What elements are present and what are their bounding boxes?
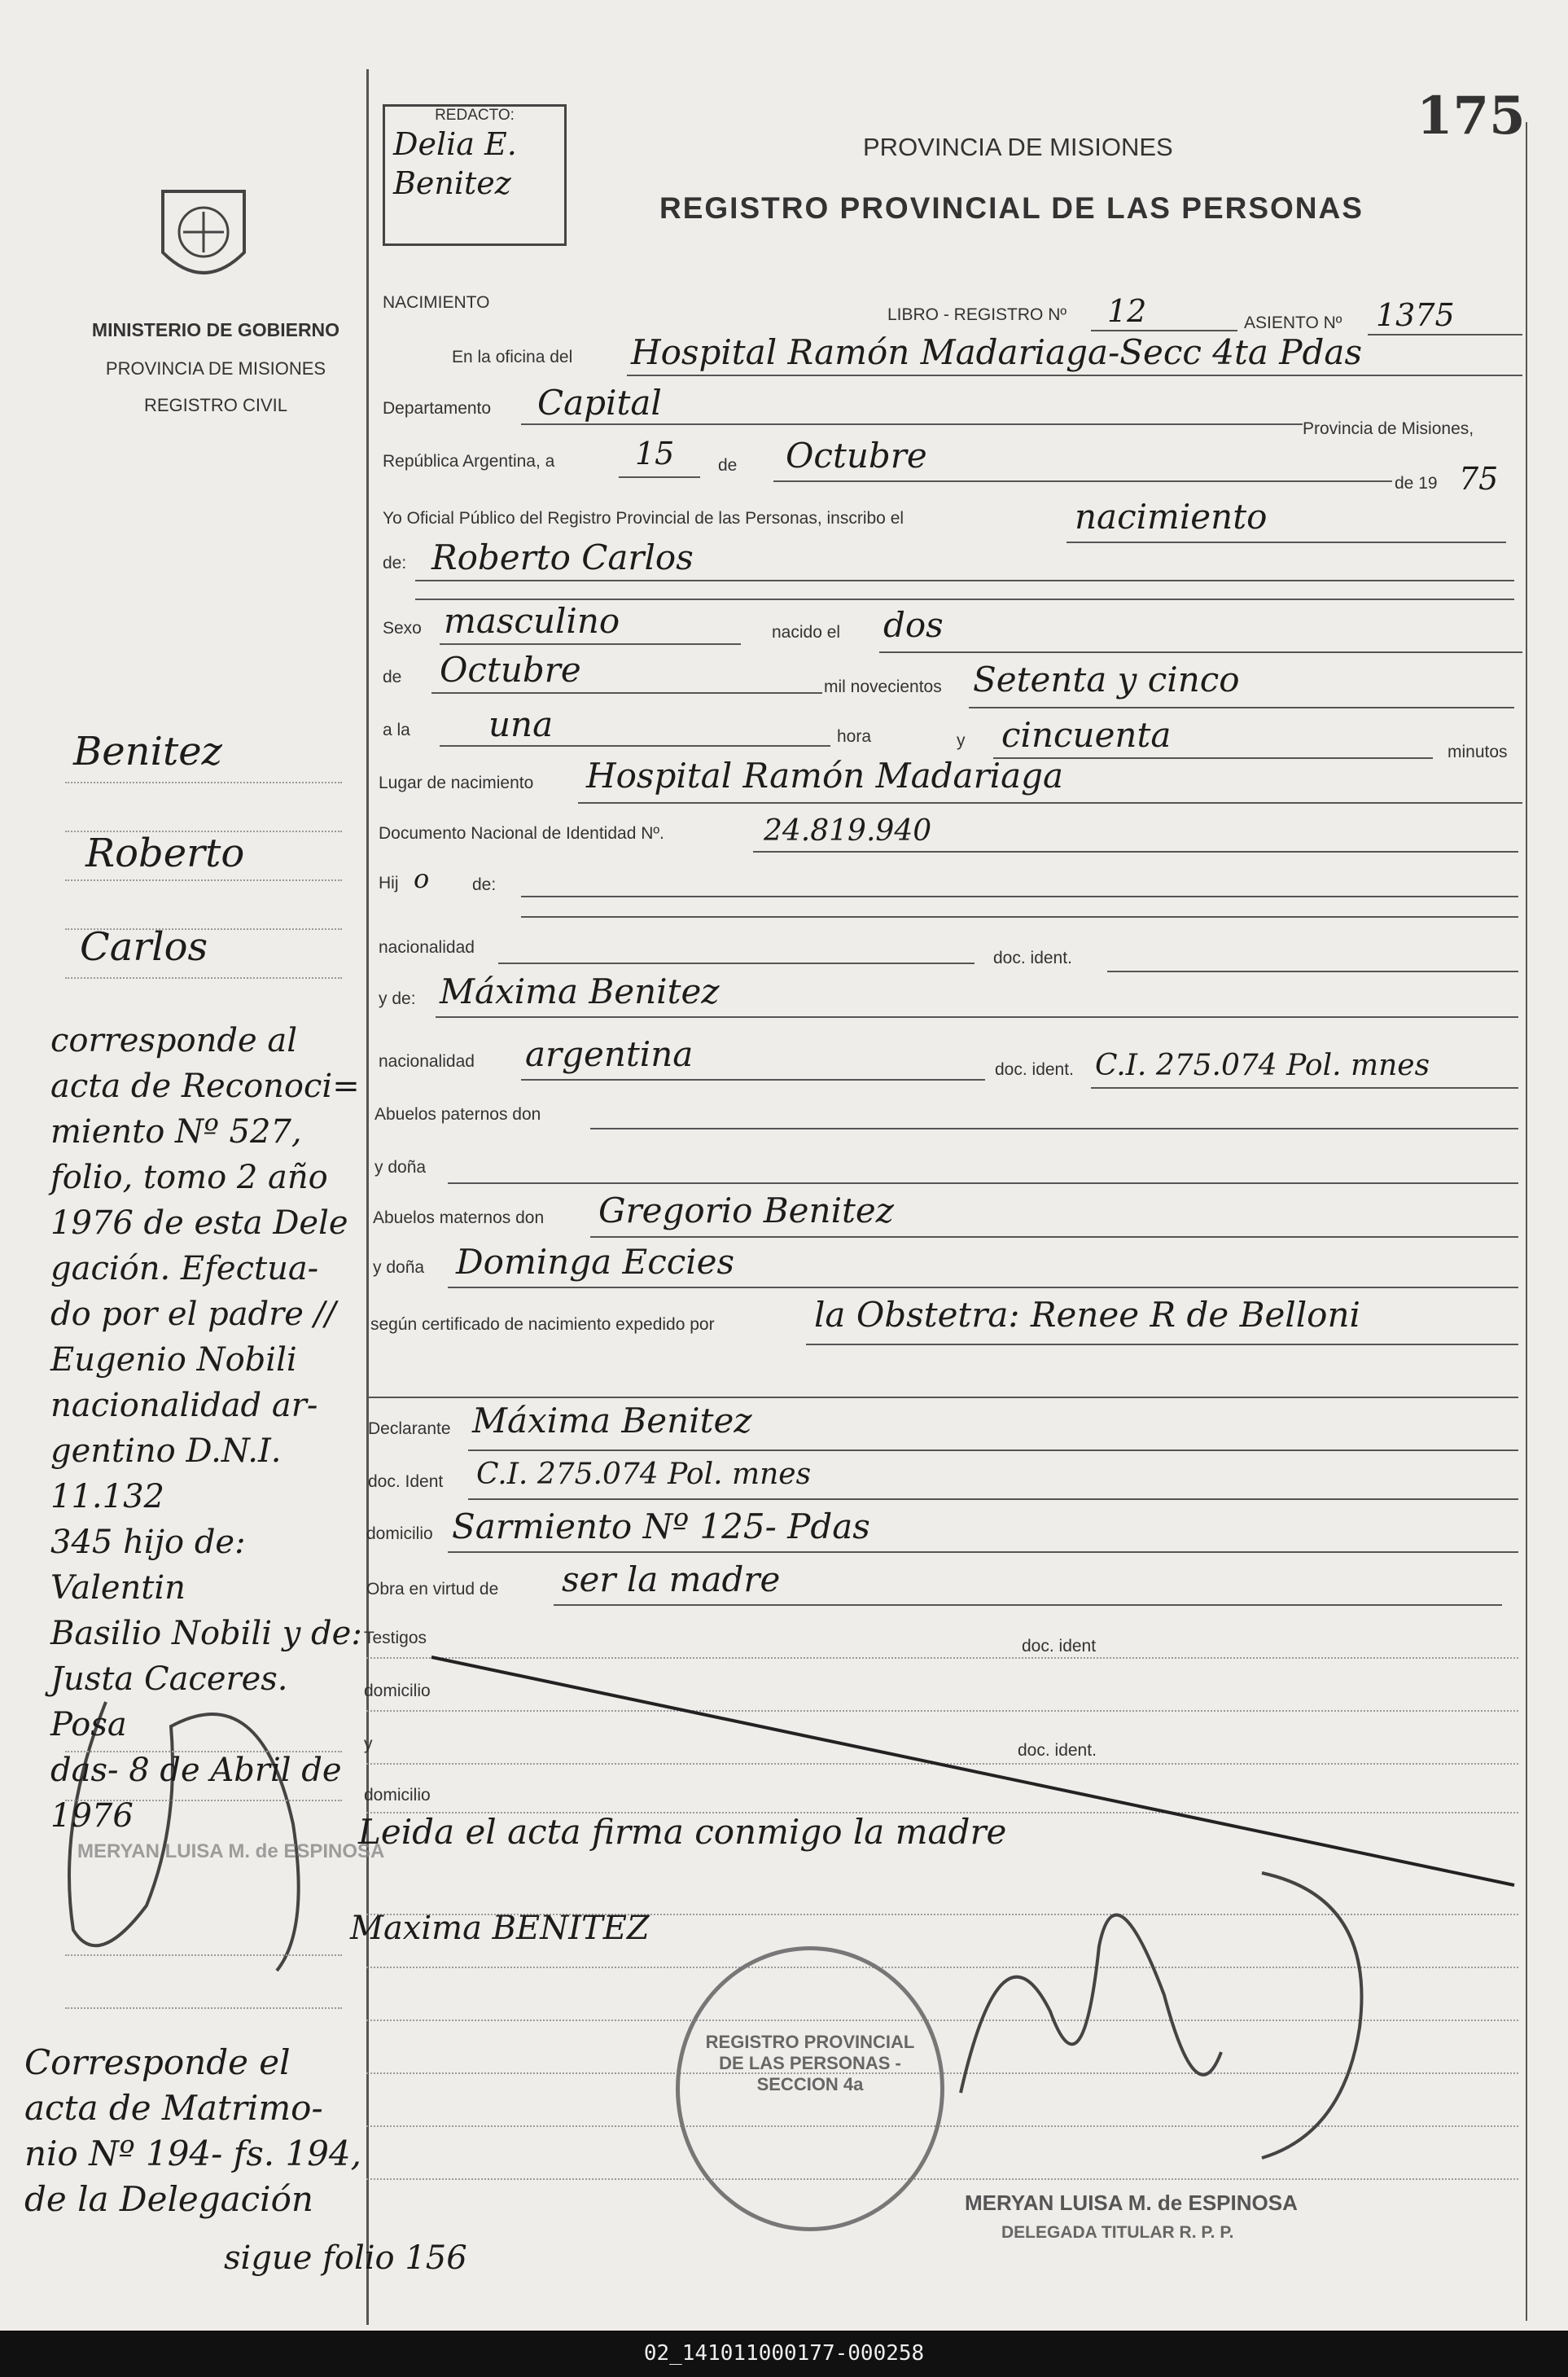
abuelos-paternos-label: Abuelos paternos don [374, 1105, 541, 1124]
doc-ident-padre-label: doc. ident. [993, 949, 1072, 967]
margin-rule [366, 69, 369, 2325]
ministry-registry: REGISTRO CIVIL [143, 395, 288, 415]
de-label: de [718, 456, 738, 475]
abuelo-materno-value: Gregorio Benitez [598, 1191, 894, 1230]
y-dona-label: y doña [374, 1158, 427, 1177]
margin-delegate-stamp: MERYAN LUISA M. de ESPINOSA [77, 1840, 385, 1862]
closing-text: Leida el acta firma conmigo la madre [358, 1812, 1007, 1852]
republica-label: República Argentina, a [383, 452, 555, 471]
margin-firstname: Roberto [85, 831, 245, 876]
hijo-label: Hij [379, 874, 399, 892]
asiento-label: ASIENTO Nº [1244, 314, 1342, 332]
month-value: Octubre [786, 436, 927, 476]
asiento-value: 1375 [1376, 297, 1455, 333]
nacido-value: dos [883, 605, 944, 645]
ministry-name: MINISTERIO DE GOBIERNO [91, 319, 340, 340]
dni-label: Documento Nacional de Identidad Nº. [379, 824, 664, 843]
delegate-name: MERYAN LUISA M. de ESPINOSA [965, 2191, 1298, 2215]
minutos-value: cincuenta [1001, 715, 1172, 755]
hijo-value: o [414, 863, 430, 894]
redacto-signature: Delia E. Benitez [393, 126, 517, 201]
libro-label: LIBRO - REGISTRO Nº [887, 305, 1067, 324]
redacto-label: REDACTO: [435, 107, 515, 124]
official-signature [953, 1849, 1408, 2174]
sexo-label: Sexo [383, 619, 422, 638]
lugar-value: Hospital Ramón Madariaga [586, 756, 1064, 796]
redacto-box [383, 104, 567, 246]
y-dona-materna-label: y doña [373, 1258, 425, 1277]
doc-ident-declarante-label: doc. Ident [368, 1472, 444, 1491]
hijo-de-label: de: [472, 875, 497, 894]
mil-novecientos-label: mil novecientos [824, 678, 942, 696]
doc-ident-declarante-value: C.I. 275.074 Pol. mnes [476, 1458, 812, 1491]
year-value: 75 [1459, 461, 1499, 497]
testigo-domicilio-2-label: domicilio [364, 1786, 431, 1805]
de-mes-label: de [383, 668, 402, 686]
dni-value: 24.819.940 [764, 814, 932, 848]
page-number: 175 [1417, 86, 1526, 147]
acto-value: nacimiento [1075, 497, 1268, 537]
right-border [1526, 122, 1527, 2321]
margin-surname: Benitez [73, 729, 222, 774]
ministry-seal-icon [147, 175, 261, 297]
registry-title: REGISTRO PROVINCIAL DE LAS PERSONAS [659, 191, 1364, 225]
departamento-value: Capital [537, 383, 662, 423]
horas-label: hora [837, 727, 872, 746]
y-label: y [957, 731, 966, 750]
a-la-label: a la [383, 721, 410, 739]
declarante-value: Máxima Benitez [472, 1401, 752, 1441]
nacionalidad-madre-label: nacionalidad [379, 1052, 475, 1071]
anio-value: Setenta y cinco [973, 660, 1240, 700]
name-value: Roberto Carlos [431, 537, 694, 577]
margin-secondname: Carlos [80, 924, 208, 970]
margin-annotation: corresponde al acta de Reconoci= miento Nº 527, folio, tomo 2 año 1976 de esta Dele gación. Efectua- do por el padre // Eugenio Nobili nacionalidad ar- gentino D.N.I. 11.132 345 hijo de: Valentin Basilio Nobili y de: Justa Caceres. Posa das- 8 de Abril de 1976 [50, 1022, 362, 1835]
sigue-folio: sigue folio 156 [224, 2239, 467, 2277]
obra-value: ser la madre [562, 1559, 781, 1599]
hora-value: una [488, 704, 554, 744]
testigo-doc-2-label: doc. ident. [1018, 1741, 1097, 1760]
testigo-y-label: y [364, 1735, 373, 1753]
abuelos-maternos-label: Abuelos maternos don [373, 1208, 545, 1227]
obra-label: Obra en virtud de [366, 1580, 499, 1599]
day-value: 15 [635, 436, 675, 471]
certificado-value: la Obstetra: Renee R de Belloni [814, 1295, 1360, 1335]
ministry-province: PROVINCIA DE MISIONES [105, 358, 326, 379]
provincia-label: Provincia de Misiones, [1303, 419, 1474, 438]
de-year-label: de 19 [1395, 474, 1438, 493]
oficina-label: En la oficina del [452, 348, 573, 366]
domicilio-value: Sarmiento Nº 125- Pdas [452, 1506, 870, 1546]
testigos-doc-label: doc. ident [1022, 1637, 1097, 1656]
madre-value: Máxima Benitez [440, 971, 720, 1011]
nacido-label: nacido el [772, 623, 841, 642]
registry-stamp [676, 1946, 944, 2231]
delegate-title: DELEGADA TITULAR R. P. P. [1001, 2223, 1234, 2242]
departamento-label: Departamento [383, 399, 492, 418]
section-nacimiento: NACIMIENTO [383, 293, 490, 312]
y-de-label: y de: [379, 989, 416, 1008]
doc-ident-madre-label: doc. ident. [995, 1060, 1074, 1079]
domicilio-label: domicilio [366, 1524, 433, 1543]
libro-value: 12 [1107, 293, 1147, 329]
minutos-label: minutos [1448, 743, 1508, 761]
oficina-value: Hospital Ramón Madariaga-Secc 4ta Pdas [631, 332, 1363, 372]
testigos-label: Testigos [364, 1629, 427, 1647]
oficial-label: Yo Oficial Público del Registro Provincial de las Personas, inscribo el [383, 509, 904, 528]
doc-ident-madre-value: C.I. 275.074 Pol. mnes [1095, 1049, 1430, 1082]
nacionalidad-padre-label: nacionalidad [379, 938, 475, 957]
testigo-domicilio-1-label: domicilio [364, 1682, 431, 1700]
abuela-materna-value: Dominga Eccies [456, 1242, 735, 1282]
image-id-caption: 02_141011000177-000258 [0, 2331, 1568, 2377]
mother-signature: Maxima BENITEZ [350, 1910, 650, 1947]
certificado-label: según certificado de nacimiento expedido por [370, 1315, 715, 1334]
sexo-value: masculino [444, 601, 620, 641]
nacionalidad-madre-value: argentina [525, 1034, 694, 1074]
province-title: PROVINCIA DE MISIONES [863, 133, 1173, 161]
stamp-text: REGISTRO PROVINCIAL DE LAS PERSONAS - SECCION 4a [705, 2032, 915, 2094]
de-name-label: de: [383, 554, 407, 572]
mes-value: Octubre [440, 650, 581, 690]
declarante-label: Declarante [368, 1419, 451, 1438]
lugar-label: Lugar de nacimiento [379, 774, 534, 792]
matrimonio-note: Corresponde el acta de Matrimo- nio Nº 194- fs. 194, de la Delegación [24, 2042, 361, 2219]
